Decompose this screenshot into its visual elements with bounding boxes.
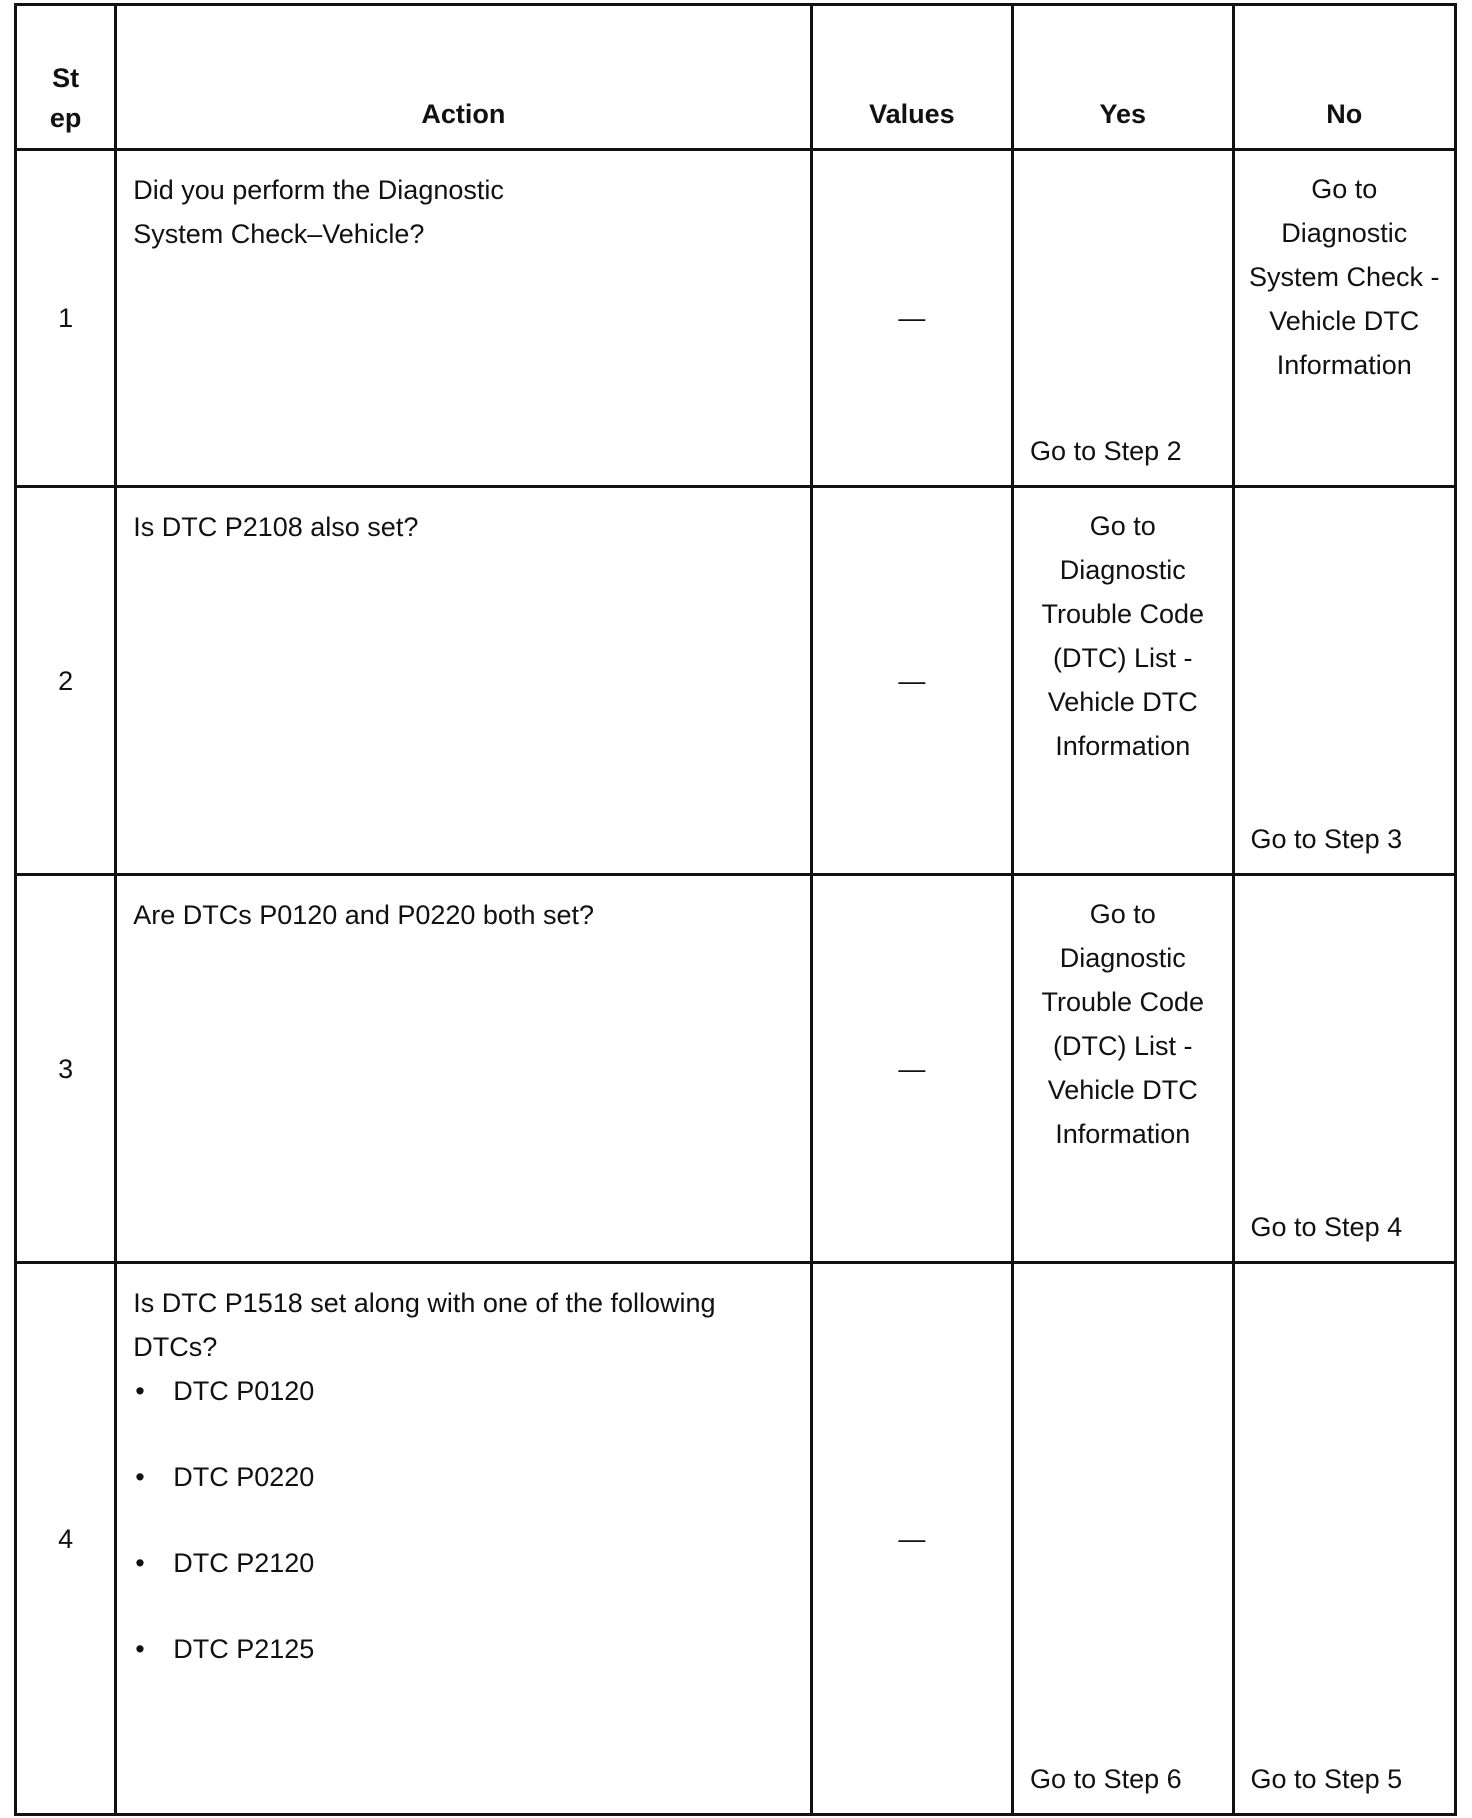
header-values: Values <box>811 5 1012 150</box>
values-cell: — <box>811 150 1012 487</box>
list-item: • DTC P2120 <box>133 1541 799 1585</box>
no-cell <box>1233 1263 1456 1815</box>
header-step-line2: ep <box>49 103 82 133</box>
action-cell <box>116 487 811 875</box>
header-action: Action <box>116 5 811 150</box>
dtc-bullet-list <box>133 1369 799 1671</box>
diagnostic-table-container <box>14 3 1457 1813</box>
list-item: • DTC P0120 <box>133 1369 799 1413</box>
values-cell: — <box>811 487 1012 875</box>
values-cell: — <box>811 875 1012 1263</box>
action-cell <box>116 875 811 1263</box>
yes-link[interactable]: Go to Step 6 <box>1030 1764 1182 1794</box>
no-link[interactable]: Go to Diagnostic System Check - Vehicle DTC Information <box>1248 174 1440 380</box>
step-number: 4 <box>16 1263 116 1815</box>
yes-cell <box>1013 875 1233 1263</box>
no-link[interactable]: Go to Step 3 <box>1250 824 1403 854</box>
no-link[interactable]: Go to Step 5 <box>1250 1764 1403 1794</box>
action-text: Is DTC P1518 set along with one of the following DTCs? <box>133 1288 716 1362</box>
yes-link[interactable]: Go to Diagnostic Trouble Code (DTC) List - Vehicle DTC Information <box>1041 899 1205 1149</box>
list-item: • DTC P2125 <box>133 1627 799 1671</box>
action-cell <box>116 150 811 487</box>
header-no: No <box>1233 5 1456 150</box>
values-cell: — <box>811 1263 1012 1815</box>
table-row <box>16 150 1456 487</box>
action-text: Are DTCs P0120 and P0220 both set? <box>133 900 594 930</box>
yes-link[interactable]: Go to Step 2 <box>1030 436 1182 466</box>
header-step <box>16 5 116 150</box>
diagnostic-table <box>14 3 1457 1816</box>
table-row <box>16 875 1456 1263</box>
header-step-line1: St <box>52 63 80 93</box>
list-item: • DTC P0220 <box>133 1455 799 1499</box>
step-number: 2 <box>16 487 116 875</box>
action-text: Did you perform the Diagnostic System Check–Vehicle? <box>133 175 504 249</box>
table-row <box>16 487 1456 875</box>
no-cell <box>1233 487 1456 875</box>
no-cell <box>1233 150 1456 487</box>
header-yes: Yes <box>1013 5 1233 150</box>
action-cell <box>116 1263 811 1815</box>
step-number: 1 <box>16 150 116 487</box>
table-header-row <box>16 5 1456 150</box>
yes-link[interactable]: Go to Diagnostic Trouble Code (DTC) List - Vehicle DTC Information <box>1041 511 1205 761</box>
no-link[interactable]: Go to Step 4 <box>1250 1212 1403 1242</box>
step-number: 3 <box>16 875 116 1263</box>
action-text: Is DTC P2108 also set? <box>133 512 419 542</box>
yes-cell <box>1013 1263 1233 1815</box>
yes-cell <box>1013 150 1233 487</box>
table-row <box>16 1263 1456 1815</box>
no-cell <box>1233 875 1456 1263</box>
yes-cell <box>1013 487 1233 875</box>
